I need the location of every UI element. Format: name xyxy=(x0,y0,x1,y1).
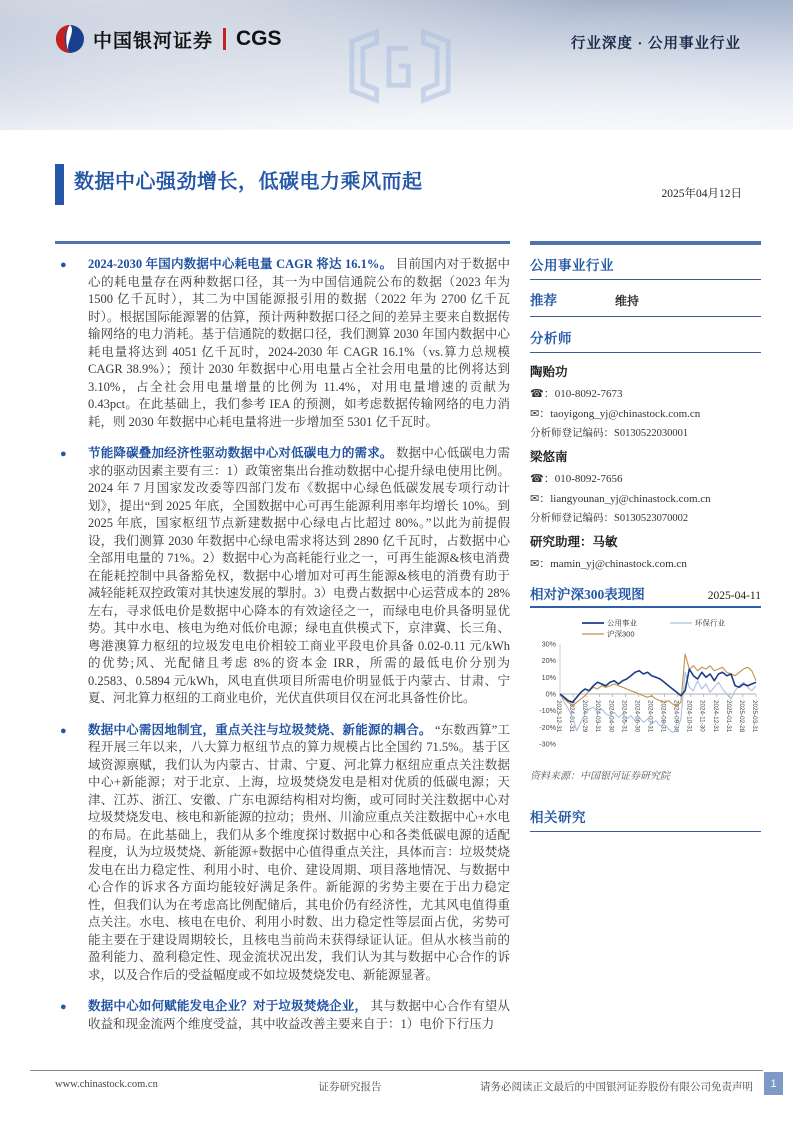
sidebar xyxy=(530,241,761,841)
assistant-email-line xyxy=(530,555,761,571)
analyst-email-link[interactable]: taoyigong_yj@chinastock.com.cn xyxy=(550,408,701,420)
assistant-name: 研究助理：马敏 xyxy=(530,535,618,549)
brand-name-en: CGS xyxy=(236,27,282,50)
analyst-email-link[interactable]: liangyounan_yj@chinastock.com.cn xyxy=(550,493,711,505)
report-category: 行业深度 · 公用事业行业 xyxy=(570,36,741,52)
analyst-name: 梁悠南 xyxy=(530,450,568,464)
svg-text:2024-10-31: 2024-10-31 xyxy=(685,700,693,733)
svg-text:2024-08-31: 2024-08-31 xyxy=(659,700,667,733)
summary-bullet-2 xyxy=(55,445,510,708)
assistant-email-link[interactable]: mamin_yj@chinastock.com.cn xyxy=(550,558,687,570)
bullet-lead: 2024-2030 年国内数据中心耗电量 CAGR 将达 16.1%。 xyxy=(88,257,393,271)
analyst-phone-line xyxy=(530,385,761,401)
summary-bullet-1 xyxy=(55,256,510,431)
performance-chart xyxy=(530,614,761,762)
mail-icon: ✉ ： xyxy=(530,493,550,505)
bullet-dot-icon: ● xyxy=(60,1001,67,1013)
analyst-block xyxy=(530,447,761,525)
bullet-lead: 节能降碳叠加经济性驱动数据中心对低碳电力的需求。 xyxy=(88,446,393,460)
related-research-heading: 相关研究 xyxy=(530,806,761,832)
analyst-email-line xyxy=(530,405,761,421)
svg-text:沪深300: 沪深300 xyxy=(607,629,635,639)
svg-text:20%: 20% xyxy=(541,656,556,666)
svg-text:2024-01-31: 2024-01-31 xyxy=(568,700,576,733)
svg-text:2025-01-31: 2025-01-31 xyxy=(724,700,732,733)
footer-report-type: 证券研究报告 xyxy=(318,1082,382,1093)
phone-icon: ☎ ： xyxy=(530,388,555,400)
svg-text:2024-06-30: 2024-06-30 xyxy=(633,700,641,733)
bullet-body: 数据中心低碳电力需求的驱动因素主要有三：1）政策密集出台推动数据中心提升绿电使用比例。2024 年 7 月国家发改委等四部门发布《数据中心绿色低碳发展专项行动计划》，提出“到 2025 年底，全国数据中心可再生能源利用率年均增长 10%。到 2025 年底，国家枢纽节点新建数据中心绿电占比超过 80%。”以此为前提假设，我们测算 2030 年数据中心绿电需求将达到 2890 亿千瓦时，占数据中心全部用电量的 71%。2）数据中心为高耗能行业之一，可再生能源&核电消费在能耗控制中具备豁免权，数据中心增加对可再生能源&核电的消费有助于减轻能耗双控政策对其快速发展的掣肘。3）电费占数据中心运营成本的 28%左右，寻求低电价是数据中心降本的有效途径之一，而绿电电价具备明显优势。其中水电、核电为绝对低价电源；绿电直供模式下，京津冀、长三角、粤港澳算力枢纽的垃圾发电电价相较工商业平段电价具备 0.02-0.11 元/kWh 的优势;风、光配储且考虑 8%的资本金 IRR，所需的最低电价分别为 0.2583、0.5894 元/kWh，风电直供项目所需电价明显低于内蒙古、甘肃、宁夏、河北算力枢纽的工商业电价，光伏直供项目仅在河北具备性价比。 xyxy=(88,446,510,705)
rating-row xyxy=(530,289,761,317)
svg-text:公用事业: 公用事业 xyxy=(607,618,637,628)
svg-text:2024-02-29: 2024-02-29 xyxy=(581,700,589,733)
bullet-body: “东数西算”工程开展三年以来，八大算力枢纽节点的算力规模占比全国约 71.5%。基于区域资源禀赋，我们认为内蒙古、甘肃、宁夏、河北算力枢纽应重点关注数据中心+新能源；对于北京、上海，垃圾焚烧发电是相对优质的低碳电源；天津、江苏、浙江、安徽、广东电源结构相对均衡，或可同时关注数据中心对垃圾焚烧发电、核电和新能源的拉动；贵州、川渝应重点关注数据中心+水电的布局。在此基础上，我们从多个维度探讨数据中心和各类低碳电源的适配程度，认为垃圾焚烧、新能源+数据中心值得重点关注，具体而言：垃圾焚烧发电在出力稳定性、利用小时、电价、建设周期、项目落地情况、与数据中心合作的诉求各方面均能较好满足条件。新能源的劣势主要在于出力稳定性，但我们认为在考虑高比例配储后，其电价仍有经济性，尤其风电值得重点关注。水电、核电在电价、利用小时数、出力稳定性等层面占优，劣势可能主要在于建设周期较长，且核电当前尚未获得绿证认证。但从水核当前的盈利能力、盈利稳定性、现金流状况出发，我们认为其与数据中心合作的诉求，以及合作后的受益幅度或不如垃圾焚烧发电、新能源显著。 xyxy=(88,722,510,982)
summary-column xyxy=(55,241,510,1047)
footer-disclaimer: 请务必阅读正文最后的中国银河证券股份有限公司免责声明 xyxy=(480,1082,753,1093)
bullet-dot-icon: ● xyxy=(60,724,67,737)
svg-text:2024-03-31: 2024-03-31 xyxy=(594,700,602,733)
brand-divider xyxy=(223,28,226,50)
svg-text:2024-11-30: 2024-11-30 xyxy=(698,700,706,732)
svg-text:2024-12-31: 2024-12-31 xyxy=(711,700,719,733)
chart-source: 资料来源：中国银河证券研究院 xyxy=(530,771,670,782)
analyst-license: 分析师登记编码：S0130523070002 xyxy=(530,513,689,524)
page-title: 数据中心强劲增长，低碳电力乘风而起 xyxy=(74,171,423,193)
svg-text:-20%: -20% xyxy=(539,722,556,732)
bullet-lead: 数据中心如何赋能发电企业？对于垃圾焚烧企业， xyxy=(88,999,368,1013)
analyst-phone-line xyxy=(530,470,761,486)
footer-divider xyxy=(30,1070,763,1071)
analyst-license: 分析师登记编码：S0130522030001 xyxy=(530,428,689,439)
rating-label: 推荐 xyxy=(530,293,557,308)
svg-text:-30%: -30% xyxy=(539,739,556,749)
analyst-email-line xyxy=(530,490,761,506)
analyst-phone: 010-8092-7656 xyxy=(554,473,623,485)
assistant-block xyxy=(530,532,761,571)
title-accent-bar xyxy=(55,164,64,205)
svg-text:2024-05-31: 2024-05-31 xyxy=(620,700,628,733)
svg-text:-10%: -10% xyxy=(539,706,556,716)
footer-website-link[interactable]: www.chinastock.com.cn xyxy=(55,1079,158,1090)
brand-name-cn: 中国银河证券 xyxy=(93,30,214,52)
page-number: 1 xyxy=(764,1072,783,1095)
cgs-watermark-icon xyxy=(345,12,455,120)
bullet-body: 其与数据中心合作有望从收益和现金流两个维度受益，其中收益改善主要来自于：1）电价下行压力 xyxy=(88,999,510,1031)
chart-header xyxy=(530,583,761,608)
bullet-lead: 数据中心需因地制宜，重点关注与垃圾焚烧、新能源的耦合。 xyxy=(88,722,432,737)
phone-icon: ☎ ： xyxy=(530,473,555,485)
galaxy-logo-icon xyxy=(55,24,85,54)
sidebar-top-bar xyxy=(530,241,761,245)
svg-text:2023-12-31: 2023-12-31 xyxy=(555,700,562,733)
analysts-heading: 分析师 xyxy=(530,327,761,353)
chart-as-of-date: 2025-04-11 xyxy=(707,590,761,602)
brand-logo xyxy=(55,24,282,54)
summary-bullet-4 xyxy=(55,998,510,1033)
svg-text:环保行业: 环保行业 xyxy=(695,618,725,628)
header-band xyxy=(0,0,793,130)
analyst-name: 陶贻功 xyxy=(530,365,568,379)
bullet-dot-icon: ● xyxy=(60,259,67,271)
svg-text:2024-09-30: 2024-09-30 xyxy=(672,700,680,733)
svg-text:0%: 0% xyxy=(545,689,556,699)
svg-text:2024-04-30: 2024-04-30 xyxy=(607,700,615,733)
svg-text:2025-03-31: 2025-03-31 xyxy=(751,700,758,733)
industry-heading: 公用事业行业 xyxy=(530,254,761,280)
bullet-dot-icon: ● xyxy=(60,448,67,460)
column-top-bar xyxy=(55,241,510,244)
mail-icon: ✉ ： xyxy=(530,408,550,420)
analyst-block xyxy=(530,362,761,440)
svg-text:2025-02-28: 2025-02-28 xyxy=(737,700,745,733)
mail-icon: ✉ ： xyxy=(530,558,550,570)
bullet-body: 目前国内对于数据中心的耗电量存在两种数据口径，其一为中国信通院公布的数据（2023 年为 1500 亿千瓦时），其二为中国能源报引用的数据（2022 年为 2700 亿千瓦时）。根据国际能源署的估算，预计两种数据口径之间的差异主要来自数据传输网络的电力消耗。基于信通院的数据口径，我们测算 2030 年国内数据中心耗电量将达到 4051 亿千瓦时，2024-2030 年 CAGR 16.1%（vs.算力总规模 CAGR 38.9%）；预计 2030 年数据中心用电量占全社会用电量的比例将达到 3.10%，占全社会用电量增量的比例为 11.4%，对用电量增速的贡献为 0.43pct。在此基础上，我们参考 IEA 的预测，如考虑数据传输网络的电力消耗，则 2030 年数据中心耗电量将进一步增加至 5301 亿千瓦时。 xyxy=(88,257,511,429)
report-date: 2025年04月12日 xyxy=(661,188,742,200)
summary-bullet-3 xyxy=(55,722,510,985)
analyst-phone: 010-8092-7673 xyxy=(554,388,623,400)
svg-text:2024-07-31: 2024-07-31 xyxy=(646,700,654,733)
rating-value: 维持 xyxy=(615,294,640,308)
chart-title: 相对沪深300表现图 xyxy=(530,587,645,602)
svg-text:10%: 10% xyxy=(541,672,556,682)
svg-text:30%: 30% xyxy=(541,639,556,649)
